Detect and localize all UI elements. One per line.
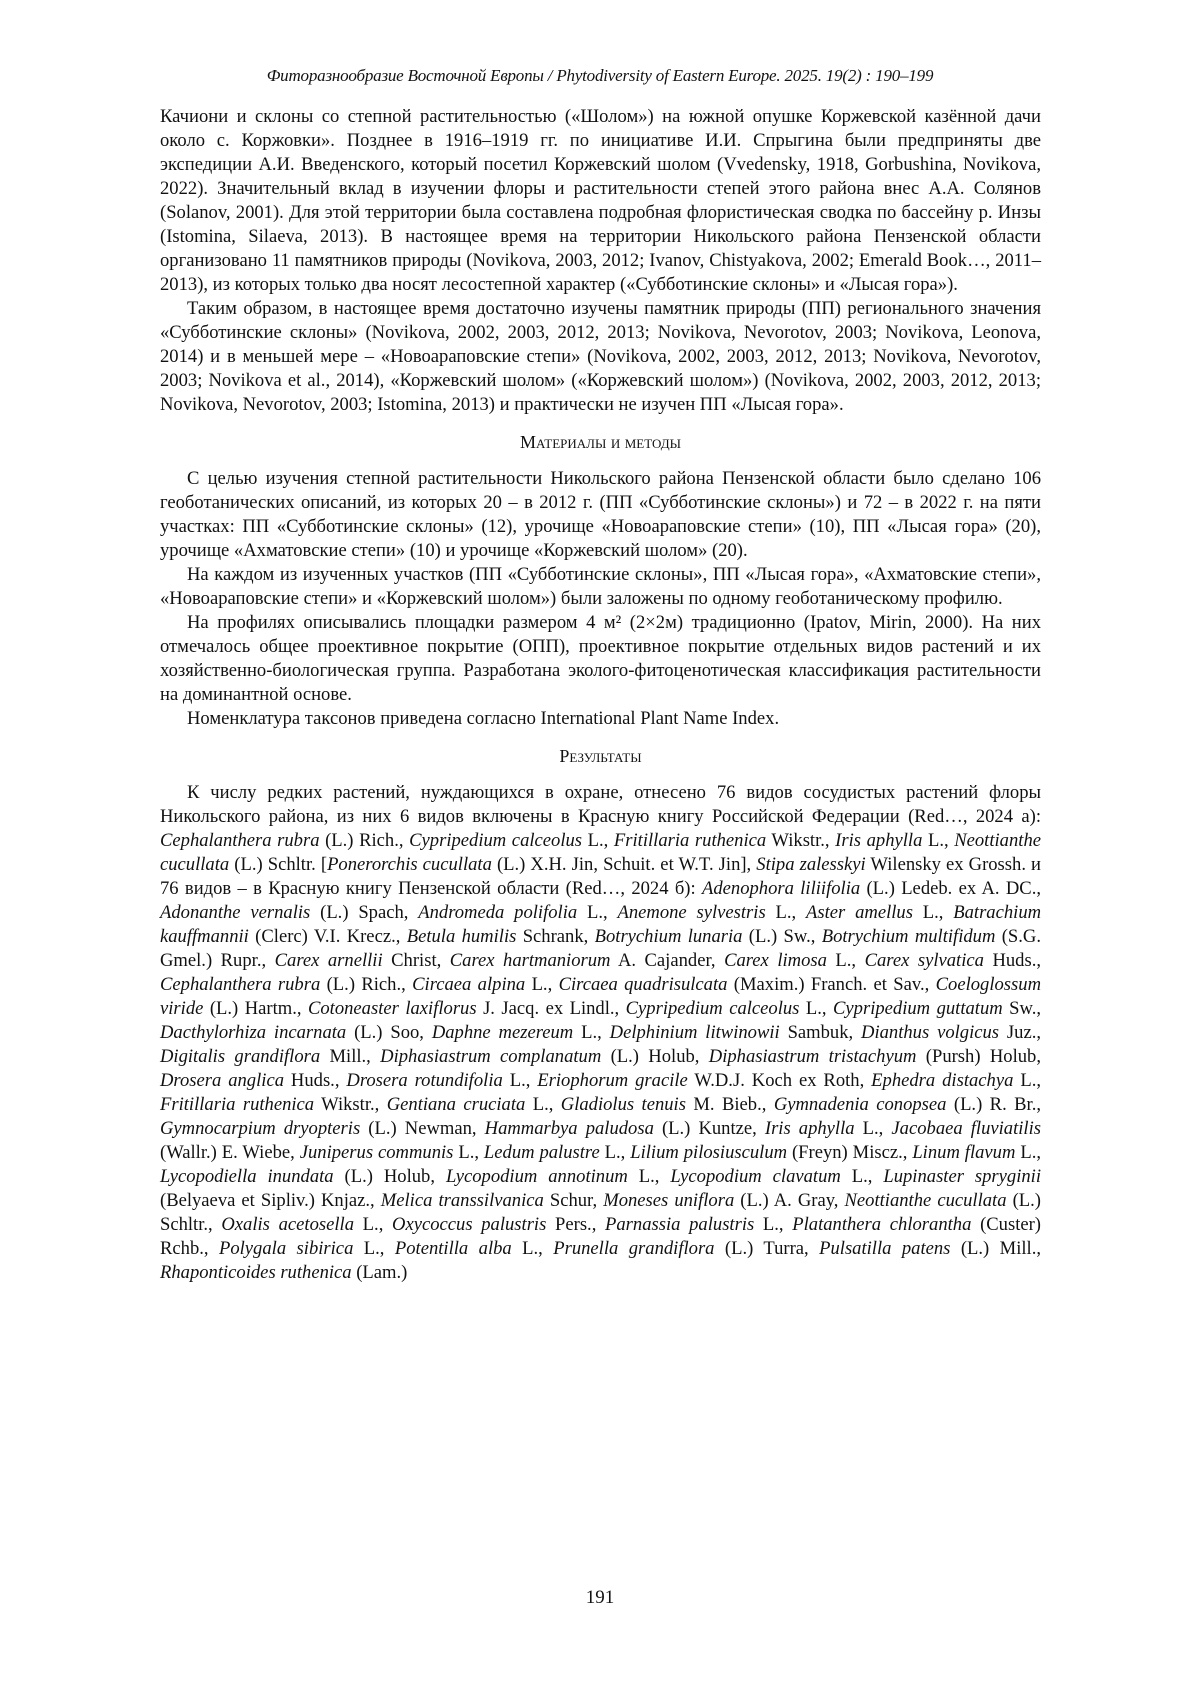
text-run: L., [799,998,833,1019]
text-run: Mill., [320,1046,380,1067]
text-run: (L.) A. Gray, [734,1190,844,1211]
species-name: Cotoneaster laxiflorus [308,998,477,1019]
text-run: (Maxim.) Franch. et Sav., [727,974,935,995]
text-run: L., [841,1166,884,1187]
text-run: Huds., [284,1070,346,1091]
text-run: На каждом из изученных участков (ПП «Субботинские склоны», ПП «Лысая гора», «Ахматовские степи», «Новоараповские степи» и «Коржевский шолом») были заложены по одному геоботаническому профилю. [160,564,1041,609]
text-run: (S.G. Gmel.) Rupr., [160,926,1041,971]
text-run: (L.) Newman, [360,1118,484,1139]
species-name: Andromeda polifolia [418,902,577,923]
species-name: Gladiolus tenuis [561,1094,686,1115]
text-run: L., [525,1094,560,1115]
text-run: (L.) R. Br., [946,1094,1041,1115]
species-name: Betula humilis [407,926,517,947]
paragraph [160,105,1041,297]
text-run: Wilensky ex Grossh. и 76 видов – в Красную книгу Пензенской области (Red…, 2024 б): [160,854,1041,899]
species-name: Coeloglossum viride [160,974,1041,1019]
species-name: Carex limosa [724,950,827,971]
species-name: Ephedra distachya [871,1070,1013,1091]
species-name: Iris aphylla [835,830,922,851]
text-run: L., [525,974,558,995]
species-name: Lycopodium annotinum [446,1166,628,1187]
species-name: Digitalis grandiflora [160,1046,320,1067]
text-run: Wikstr., [766,830,835,851]
text-run: L., [1013,1070,1041,1091]
species-name: Polygala sibirica [219,1238,353,1259]
running-header: Фиторазнообразие Восточной Европы / Phytodiversity of Eastern Europe. 2025. 19(2) : 190–199 [0,66,1200,86]
section-heading: Материалы и методы [160,430,1041,454]
text-run: Таким образом, в настоящее время достаточно изучены памятник природы (ПП) регионального значения «Субботинские склоны» (Novikova, 2002, 2003, 2012, 2013; Novikova, Nevorotov, 2003; Novikova, Leonova, 2014) и в меньшей мере – «Новоараповские степи» (Novikova, 2002, 2003, 2012, 2013; Novikova, Nevorotov, 2003; Novikova et al., 2014), «Коржевский шолом» («Коржевский шолом») (Novikova, 2002, 2003, 2012, 2013; Novikova, Nevorotov, 2003; Istomina, 2013) и практически не изучен ПП «Лысая гора». [160,298,1041,415]
species-name: Cephalanthera rubra [160,830,320,851]
text-run: (Wallr.) E. Wiebe, [160,1142,300,1163]
text-run: (Freyn) Miscz., [787,1142,912,1163]
text-run: L., [1015,1142,1041,1163]
species-name: Parnassia palustris [605,1214,754,1235]
text-run: (L.) Hartm., [203,998,308,1019]
species-name: Neottianthe cucullata [845,1190,1007,1211]
species-name: Dianthus volgicus [861,1022,999,1043]
species-name: Cypripedium calceolus [409,830,582,851]
text-run: (Custer) Rchb., [160,1214,1041,1259]
species-name: Prunella grandiflora [553,1238,714,1259]
species-name: Carex arnellii [275,950,383,971]
species-name: Neottianthe cucullata [160,830,1041,875]
text-run: (L.) Kuntze, [654,1118,765,1139]
species-name: Circaea quadrisulcata [559,974,728,995]
species-name: Carex hartmaniorum [450,950,611,971]
species-name: Juniperus communis [300,1142,454,1163]
text-run: L., [754,1214,792,1235]
paragraph [160,707,1041,731]
species-name: Cypripedium guttatum [833,998,1003,1019]
species-name: Lupinaster spryginii [883,1166,1041,1187]
species-name: Cephalanthera rubra [160,974,320,995]
species-name: Dacthylorhiza incarnata [160,1022,346,1043]
species-name: Oxalis acetosella [221,1214,354,1235]
species-name: Botrychium multifidum [822,926,996,947]
species-name: Potentilla alba [395,1238,512,1259]
species-name: Linum flavum [912,1142,1015,1163]
text-run: (L.) Turra, [714,1238,819,1259]
species-name: Delphinium litwinowii [610,1022,780,1043]
text-run: Schur, [544,1190,603,1211]
species-name: Diphasiastrum tristachyum [709,1046,917,1067]
species-name: Carex sylvatica [865,950,984,971]
text-run: L., [855,1118,892,1139]
text-run: Huds., [984,950,1041,971]
text-run: L., [577,902,617,923]
species-name: Lycopodium clavatum [670,1166,840,1187]
text-run: L., [503,1070,538,1091]
species-name: Stipa zalesskyi [756,854,865,875]
text-run: (L.) Ledeb. ex A. DC., [860,878,1041,899]
text-run: (L.) Mill., [950,1238,1041,1259]
text-run: A. Cajander, [610,950,724,971]
species-name: Circaea alpina [412,974,525,995]
text-run: (L.) Holub, [334,1166,446,1187]
text-run: (L.) Holub, [601,1046,709,1067]
text-run: J. Jacq. ex Lindl., [477,998,626,1019]
text-run: (L.) Rich., [320,974,412,995]
text-run: (L.) Spach, [310,902,418,923]
species-name: Eriophorum gracile [537,1070,688,1091]
text-run: (Lam.) [352,1262,408,1283]
text-run: L., [628,1166,671,1187]
paragraph [160,297,1041,417]
species-name: Adonanthe vernalis [160,902,310,923]
text-run: (L.) Schltr. [ [229,854,327,875]
species-name: Melica transsilvanica [381,1190,544,1211]
species-name: Iris aphylla [765,1118,855,1139]
text-run: L., [453,1142,484,1163]
text-run: К числу редких растений, нуждающихся в охране, отнесено 76 видов сосудистых растений флоры Никольского района, из них 6 видов включены в Красную книгу Российской Федерации (Red…, 2024 а): [160,782,1041,827]
species-name: Anemone sylvestris [617,902,765,923]
text-run: (Clerc) V.I. Krecz., [249,926,407,947]
species-name: Gymnocarpium dryopteris [160,1118,360,1139]
text-run: L., [827,950,865,971]
text-run: L., [582,830,614,851]
species-name: Fritillaria ruthenica [160,1094,314,1115]
text-run: Wikstr., [314,1094,387,1115]
text-run: (Pursh) Holub, [916,1046,1041,1067]
species-name: Diphasiastrum complanatum [380,1046,601,1067]
text-run: L., [600,1142,631,1163]
text-run: L., [573,1022,609,1043]
text-run: Качиони и склоны со степной растительностью («Шолом») на южной опушке Коржевской казённой дачи около с. Коржовки». Позднее в 1916–1919 гг. по инициативе И.И. Спрыгина были предприняты две экспедиции А.И. Введенского, который посетил Коржевский шолом (Vvedensky, 1918, Gorbushina, Novikova, 2022). Значительный вклад в изучении флоры и растительности степей этого района внес А.А. Солянов (Solanov, 2001). Для этой территории была составлена подробная флористическая сводка по бассейну р. Инзы (Istomina, Silaeva, 2013). В настоящее время на территории Никольского района Пензенской области организовано 11 памятников природы (Novikova, 2003, 2012; Ivanov, Chistyakova, 2002; Emerald Book…, 2011–2013), из которых только два носят лесостепной характер («Субботинские склоны» и «Лысая гора»). [160,106,1041,295]
text-run: (L.) Rich., [320,830,410,851]
species-name: Hammarbya paludosa [485,1118,654,1139]
text-run: Juz., [999,1022,1041,1043]
species-name: Gymnadenia conopsea [774,1094,947,1115]
species-name: Gentiana cruciata [387,1094,526,1115]
species-name: Pulsatilla patens [819,1238,950,1259]
text-run: L., [353,1238,395,1259]
text-run: (Belyaeva et Sipliv.) Knjaz., [160,1190,381,1211]
species-name: Ledum palustre [484,1142,600,1163]
species-name: Drosera rotundifolia [346,1070,502,1091]
species-name: Platanthera chlorantha [792,1214,971,1235]
species-name: Adenophora liliifolia [702,878,860,899]
section-heading: Результаты [160,744,1041,768]
body-text [160,105,1041,1285]
species-name: Aster amellus [806,902,913,923]
paragraph [160,611,1041,707]
text-run: С целью изучения степной растительности Никольского района Пензенской области было сделано 106 геоботанических описаний, из которых 20 – в 2012 г. (ПП «Субботинские склоны») и 72 – в 2022 г. на пяти участках: ПП «Субботинские склоны» (12), урочище «Новоараповские степи» (10), ПП «Лысая гора» (20), урочище «Ахматовские степи» (10) и урочище «Коржевский шолом» (20). [160,468,1041,561]
text-run: Pers., [546,1214,605,1235]
species-name: Batrachium kauffmannii [160,902,1041,947]
species-name: Daphne mezereum [432,1022,573,1043]
text-run: M. Bieb., [686,1094,774,1115]
text-run: L., [922,830,954,851]
text-run: Sw., [1003,998,1041,1019]
species-name: Ponerorchis cucullata [327,854,492,875]
species-name: Rhaponticoides ruthenica [160,1262,352,1283]
text-run: (L.) X.H. Jin, Schuit. et W.T. Jin], [492,854,756,875]
paragraph [160,563,1041,611]
species-name: Jacobaea fluviatilis [891,1118,1041,1139]
species-name: Cypripedium calceolus [626,998,800,1019]
text-run: L., [512,1238,554,1259]
page-number: 191 [0,1587,1200,1609]
species-name: Botrychium lunaria [595,926,743,947]
paragraph [160,781,1041,1285]
text-run: На профилях описывались площадки размером 4 м² (2×2м) традиционно (Ipatov, Mirin, 2000). На них отмечалось общее проективное покрытие (ОПП), проективное покрытие отдельных видов растений и их хозяйственно-биологическая группа. Разработана эколого-фитоценотическая классификация растительности на доминантной основе. [160,612,1041,705]
species-name: Oxycoccus palustris [392,1214,546,1235]
text-run: W.D.J. Koch ex Roth, [688,1070,871,1091]
species-name: Drosera anglica [160,1070,284,1091]
paragraph [160,467,1041,563]
text-run: Sambuk, [780,1022,861,1043]
text-run: (L.) Schltr., [160,1190,1041,1235]
text-run: (L.) Sw., [742,926,821,947]
text-run: L., [913,902,953,923]
species-name: Lilium pilosiusculum [630,1142,787,1163]
text-run: Christ, [383,950,450,971]
text-run: L., [766,902,806,923]
text-run: Номенклатура таксонов приведена согласно International Plant Name Index. [187,708,779,729]
species-name: Lycopodiella inundata [160,1166,334,1187]
text-run: Schrank, [516,926,594,947]
species-name: Fritillaria ruthenica [614,830,766,851]
text-run: (L.) Soo, [346,1022,432,1043]
text-run: L., [354,1214,392,1235]
species-name: Moneses uniflora [603,1190,734,1211]
